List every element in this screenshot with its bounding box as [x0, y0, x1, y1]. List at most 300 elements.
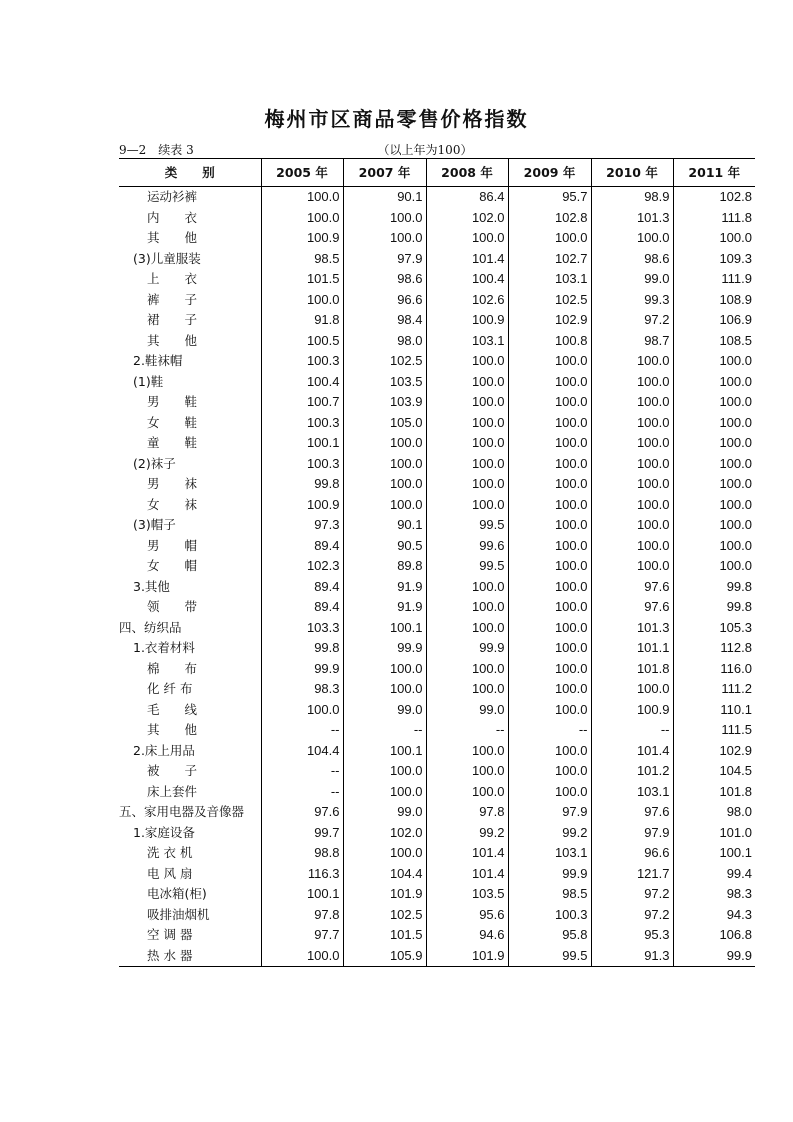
table-id: 9—2 续表 3 [119, 143, 194, 157]
cell-value: 99.5 [508, 946, 591, 967]
table-row [119, 187, 755, 208]
cell-value: 100.0 [426, 413, 508, 434]
row-label: 化 纤 布 [147, 681, 193, 696]
cell-value: 100.0 [591, 454, 673, 475]
table-row [119, 228, 755, 249]
cell-value: 102.9 [673, 741, 755, 762]
cell-value: 99.0 [426, 700, 508, 721]
cell-value: 100.0 [673, 228, 755, 249]
cell-value: 100.5 [261, 331, 343, 352]
cell-value: 100.1 [343, 618, 426, 639]
cell-value: 98.8 [261, 843, 343, 864]
cell-value: 100.0 [426, 433, 508, 454]
table-row [119, 905, 755, 926]
cell-value: 100.0 [343, 659, 426, 680]
row-label: 2.鞋袜帽 [133, 353, 183, 368]
header-year-2011: 2011 年 [673, 159, 755, 187]
row-label: (3)儿童服装 [133, 250, 201, 266]
cell-value: 100.0 [508, 597, 591, 618]
cell-value: 100.0 [261, 187, 343, 208]
table-row [119, 413, 755, 434]
cell-value: 99.7 [261, 823, 343, 844]
cell-value: 100.0 [426, 372, 508, 393]
cell-value: 99.0 [343, 700, 426, 721]
cell-value: 100.0 [508, 618, 591, 639]
row-label: 其 他 [147, 722, 198, 737]
cell-value: 89.4 [261, 597, 343, 618]
row-label: 热 水 器 [119, 946, 261, 967]
cell-value: 100.3 [261, 454, 343, 475]
cell-value: 99.5 [426, 556, 508, 577]
table-row [119, 331, 755, 352]
table-row [119, 761, 755, 782]
cell-value: 100.0 [508, 351, 591, 372]
cell-value: 100.0 [426, 474, 508, 495]
row-label: 棉 布 [147, 660, 198, 676]
cell-value: 95.6 [426, 905, 508, 926]
header-category: 类 别 [119, 159, 261, 187]
cell-value: 96.6 [343, 290, 426, 311]
cell-value: 98.4 [343, 310, 426, 331]
cell-value: 97.6 [591, 577, 673, 598]
base-note: （以上年为100） [377, 143, 473, 157]
cell-value: 100.0 [426, 782, 508, 803]
cell-value: 99.9 [508, 864, 591, 885]
cell-value: 100.0 [591, 228, 673, 249]
cell-value: -- [508, 720, 591, 741]
cell-value: 90.1 [343, 515, 426, 536]
table-row [119, 659, 755, 680]
cell-value: 97.9 [343, 249, 426, 270]
cell-value: 111.9 [673, 269, 755, 290]
cell-value: 101.4 [426, 864, 508, 885]
cell-value: 103.3 [261, 618, 343, 639]
cell-value: 100.0 [343, 761, 426, 782]
table-row [119, 454, 755, 475]
cell-value: 100.1 [673, 843, 755, 864]
cell-value: 100.0 [426, 659, 508, 680]
cell-value: 101.2 [591, 761, 673, 782]
cell-value: 100.0 [343, 433, 426, 454]
cell-value: 100.0 [508, 228, 591, 249]
table-row [119, 884, 755, 905]
cell-value: 101.4 [426, 249, 508, 270]
cell-value: 101.8 [591, 659, 673, 680]
row-label: 电冰箱(柜) [147, 886, 207, 901]
cell-value: 97.9 [591, 823, 673, 844]
row-label: 内 衣 [147, 209, 198, 225]
cell-value: 100.0 [508, 474, 591, 495]
cell-value: 99.9 [261, 659, 343, 680]
cell-value: 100.0 [591, 433, 673, 454]
cell-value: 100.0 [508, 700, 591, 721]
cell-value: 111.8 [673, 208, 755, 229]
cell-value: 100.0 [426, 577, 508, 598]
cell-value: 99.2 [426, 823, 508, 844]
cell-value: 100.0 [261, 946, 343, 967]
cell-value: 100.0 [673, 413, 755, 434]
cell-value: 100.0 [426, 392, 508, 413]
cell-value: 100.0 [426, 741, 508, 762]
cell-value: 94.3 [673, 905, 755, 926]
cell-value: 100.0 [508, 638, 591, 659]
cell-value: 100.1 [261, 433, 343, 454]
cell-value: 100.0 [343, 228, 426, 249]
cell-value: 98.0 [343, 331, 426, 352]
cell-value: 111.5 [673, 720, 755, 741]
cell-value: 91.9 [343, 597, 426, 618]
cell-value: 111.2 [673, 679, 755, 700]
cell-value: 101.5 [261, 269, 343, 290]
cell-value: -- [261, 782, 343, 803]
cell-value: 103.1 [508, 843, 591, 864]
cell-value: 104.4 [343, 864, 426, 885]
cell-value: 100.7 [261, 392, 343, 413]
cell-value: 100.3 [261, 413, 343, 434]
cell-value: 101.9 [426, 946, 508, 967]
cell-value: 102.9 [508, 310, 591, 331]
cell-value: 100.0 [508, 433, 591, 454]
cell-value: 100.0 [426, 495, 508, 516]
cell-value: 89.8 [343, 556, 426, 577]
cell-value: 97.6 [591, 597, 673, 618]
cell-value: 100.0 [508, 761, 591, 782]
row-label: 裤 子 [147, 291, 198, 307]
cell-value: 103.5 [343, 372, 426, 393]
row-label: 被 子 [147, 763, 198, 778]
cell-value: 91.9 [343, 577, 426, 598]
table-row [119, 290, 755, 311]
row-label: 裙 子 [147, 312, 198, 327]
cell-value: 97.2 [591, 310, 673, 331]
row-label: 女 帽 [147, 558, 198, 573]
table-row [119, 310, 755, 331]
row-label: (3)帽子 [133, 517, 176, 532]
cell-value: 102.0 [343, 823, 426, 844]
cell-value: 99.4 [673, 864, 755, 885]
cell-value: 100.0 [673, 433, 755, 454]
cell-value: 95.7 [508, 187, 591, 208]
cell-value: 100.0 [508, 782, 591, 803]
cell-value: 90.5 [343, 536, 426, 557]
table-row [119, 843, 755, 864]
cell-value: 97.3 [261, 515, 343, 536]
cell-value: 97.6 [591, 802, 673, 823]
cell-value: 100.0 [673, 474, 755, 495]
row-label: 五、家用电器及音像器 [119, 804, 245, 819]
table-row [119, 597, 755, 618]
cell-value: 103.1 [591, 782, 673, 803]
cell-value: 100.0 [591, 679, 673, 700]
table-row [119, 700, 755, 721]
row-label: 空 调 器 [147, 927, 193, 942]
cell-value: 100.0 [508, 454, 591, 475]
cell-value: 100.0 [343, 454, 426, 475]
cell-value: 102.7 [508, 249, 591, 270]
cell-value: 100.0 [426, 679, 508, 700]
table-row [119, 495, 755, 516]
cell-value: 100.1 [343, 741, 426, 762]
cell-value: 100.3 [508, 905, 591, 926]
cell-value: 91.3 [591, 946, 673, 967]
cell-value: 97.6 [261, 802, 343, 823]
cell-value: 102.8 [673, 187, 755, 208]
cell-value: 97.7 [261, 925, 343, 946]
table-row [119, 925, 755, 946]
cell-value: 97.9 [508, 802, 591, 823]
cell-value: 100.0 [508, 741, 591, 762]
cell-value: 100.0 [343, 474, 426, 495]
cell-value: 100.0 [508, 536, 591, 557]
row-label: 童 鞋 [147, 435, 198, 450]
cell-value: 102.6 [426, 290, 508, 311]
row-label: 男 袜 [147, 476, 198, 491]
table-body [119, 187, 755, 967]
row-label: 3.其他 [133, 578, 170, 594]
cell-value: 99.9 [673, 946, 755, 967]
cell-value: 102.5 [508, 290, 591, 311]
cell-value: 99.3 [591, 290, 673, 311]
row-label: 1.家庭设备 [133, 824, 195, 840]
cell-value: 100.0 [508, 659, 591, 680]
table-row [119, 864, 755, 885]
cell-value: 101.0 [673, 823, 755, 844]
cell-value: 100.9 [261, 495, 343, 516]
cell-value: 100.0 [508, 413, 591, 434]
header-year-2005: 2005 年 [261, 159, 343, 187]
cell-value: 101.3 [591, 208, 673, 229]
cell-value: 101.4 [591, 741, 673, 762]
row-label: 上 衣 [147, 271, 198, 286]
table-row [119, 556, 755, 577]
cell-value: 100.0 [343, 843, 426, 864]
cell-value: 100.0 [673, 351, 755, 372]
cell-value: 105.3 [673, 618, 755, 639]
table-row [119, 720, 755, 741]
table-row [119, 392, 755, 413]
row-label: (1)鞋 [133, 373, 164, 389]
cell-value: 100.0 [673, 556, 755, 577]
cell-value: 99.5 [426, 515, 508, 536]
cell-value: 116.3 [261, 864, 343, 885]
row-label: 2.床上用品 [133, 742, 195, 758]
table-row [119, 433, 755, 454]
table-row [119, 782, 755, 803]
price-index-table [119, 158, 755, 967]
cell-value: 100.0 [508, 372, 591, 393]
cell-value: 100.0 [591, 372, 673, 393]
cell-value: 100.0 [343, 782, 426, 803]
cell-value: 99.9 [426, 638, 508, 659]
cell-value: 101.8 [673, 782, 755, 803]
cell-value: 101.4 [426, 843, 508, 864]
cell-value: 100.0 [426, 454, 508, 475]
cell-value: 100.0 [426, 228, 508, 249]
cell-value: 100.0 [673, 454, 755, 475]
cell-value: 100.0 [261, 700, 343, 721]
cell-value: 89.4 [261, 536, 343, 557]
table-row [119, 741, 755, 762]
cell-value: 100.1 [261, 884, 343, 905]
cell-value: 100.0 [261, 290, 343, 311]
cell-value: 100.0 [426, 618, 508, 639]
cell-value: 100.0 [426, 761, 508, 782]
row-label: 洗 衣 机 [147, 845, 193, 860]
cell-value: 104.4 [261, 741, 343, 762]
row-label: 女 鞋 [147, 414, 198, 430]
row-label: 床上套件 [147, 783, 198, 799]
table-row [119, 618, 755, 639]
cell-value: 95.8 [508, 925, 591, 946]
cell-value: -- [261, 720, 343, 741]
cell-value: -- [261, 761, 343, 782]
cell-value: 100.4 [261, 372, 343, 393]
header-year-2009: 2009 年 [508, 159, 591, 187]
header-year-2007: 2007 年 [343, 159, 426, 187]
cell-value: 100.0 [508, 515, 591, 536]
cell-value: 99.9 [343, 638, 426, 659]
cell-value: 100.4 [426, 269, 508, 290]
cell-value: 98.3 [673, 884, 755, 905]
cell-value: 121.7 [591, 864, 673, 885]
cell-value: 95.3 [591, 925, 673, 946]
cell-value: 100.0 [673, 495, 755, 516]
cell-value: 99.0 [343, 802, 426, 823]
cell-value: 100.0 [343, 679, 426, 700]
cell-value: 98.6 [591, 249, 673, 270]
cell-value: 99.8 [261, 638, 343, 659]
cell-value: 99.2 [508, 823, 591, 844]
cell-value: 100.3 [261, 351, 343, 372]
cell-value: 108.5 [673, 331, 755, 352]
table-row [119, 638, 755, 659]
table-row [119, 679, 755, 700]
page-title: 梅州市区商品零售价格指数 [264, 107, 529, 131]
cell-value: 99.8 [673, 597, 755, 618]
table-row [119, 823, 755, 844]
cell-value: 102.5 [343, 905, 426, 926]
cell-value: 100.0 [343, 208, 426, 229]
cell-value: 100.0 [591, 556, 673, 577]
table-row [119, 577, 755, 598]
header-year-2008: 2008 年 [426, 159, 508, 187]
cell-value: 109.3 [673, 249, 755, 270]
cell-value: 100.0 [673, 536, 755, 557]
row-label: 男 鞋 [147, 394, 198, 409]
table-row [119, 351, 755, 372]
cell-value: 110.1 [673, 700, 755, 721]
cell-value: 102.5 [343, 351, 426, 372]
cell-value: 105.0 [343, 413, 426, 434]
cell-value: 97.8 [261, 905, 343, 926]
cell-value: 103.5 [426, 884, 508, 905]
cell-value: 100.0 [673, 372, 755, 393]
cell-value: 104.5 [673, 761, 755, 782]
table-row [119, 372, 755, 393]
cell-value: 100.0 [591, 515, 673, 536]
cell-value: 97.8 [426, 802, 508, 823]
cell-value: 101.9 [343, 884, 426, 905]
cell-value: 105.9 [343, 946, 426, 967]
cell-value: 98.7 [591, 331, 673, 352]
table-row [119, 269, 755, 290]
cell-value: 100.0 [426, 351, 508, 372]
table-row [119, 474, 755, 495]
row-label: 电 风 扇 [147, 865, 193, 881]
cell-value: 103.1 [508, 269, 591, 290]
cell-value: 100.9 [591, 700, 673, 721]
row-label: 领 带 [147, 599, 198, 614]
cell-value: 100.0 [261, 208, 343, 229]
cell-value: 101.5 [343, 925, 426, 946]
cell-value: 100.0 [426, 597, 508, 618]
cell-value: 101.1 [591, 638, 673, 659]
cell-value: 100.0 [343, 495, 426, 516]
cell-value: 98.5 [508, 884, 591, 905]
cell-value: 100.0 [591, 495, 673, 516]
row-label: 运动衫裤 [147, 189, 198, 204]
cell-value: 89.4 [261, 577, 343, 598]
cell-value: 100.0 [508, 495, 591, 516]
cell-value: 112.8 [673, 638, 755, 659]
cell-value: 102.3 [261, 556, 343, 577]
cell-value: 116.0 [673, 659, 755, 680]
cell-value: 98.0 [673, 802, 755, 823]
cell-value: 99.6 [426, 536, 508, 557]
row-label: 四、纺织品 [119, 619, 182, 635]
cell-value: 100.0 [591, 392, 673, 413]
cell-value: 100.9 [261, 228, 343, 249]
row-label: 其 他 [147, 230, 198, 245]
cell-value: 98.6 [343, 269, 426, 290]
row-label: 毛 线 [147, 701, 198, 717]
cell-value: 91.8 [261, 310, 343, 331]
table-header-row [119, 159, 755, 187]
row-label: 男 帽 [147, 537, 198, 553]
cell-value: 100.0 [508, 679, 591, 700]
cell-value: -- [426, 720, 508, 741]
cell-value: 99.8 [673, 577, 755, 598]
cell-value: 99.0 [591, 269, 673, 290]
cell-value: 100.0 [591, 536, 673, 557]
cell-value: -- [343, 720, 426, 741]
table-row [119, 802, 755, 823]
cell-value: 102.0 [426, 208, 508, 229]
cell-value: 106.8 [673, 925, 755, 946]
table-row [119, 515, 755, 536]
cell-value: 100.0 [591, 413, 673, 434]
cell-value: 100.0 [508, 577, 591, 598]
cell-value: 86.4 [426, 187, 508, 208]
row-label: 其 他 [147, 332, 198, 348]
cell-value: 106.9 [673, 310, 755, 331]
header-year-2010: 2010 年 [591, 159, 673, 187]
row-label: 女 袜 [147, 496, 198, 512]
cell-value: 108.9 [673, 290, 755, 311]
cell-value: 99.8 [261, 474, 343, 495]
row-label: 吸排油烟机 [147, 906, 210, 922]
cell-value: 100.0 [591, 351, 673, 372]
cell-value: 100.0 [591, 474, 673, 495]
cell-value: 90.1 [343, 187, 426, 208]
cell-value: 97.2 [591, 884, 673, 905]
cell-value: 102.8 [508, 208, 591, 229]
cell-value: -- [591, 720, 673, 741]
cell-value: 98.9 [591, 187, 673, 208]
cell-value: 97.2 [591, 905, 673, 926]
cell-value: 98.5 [261, 249, 343, 270]
cell-value: 101.3 [591, 618, 673, 639]
